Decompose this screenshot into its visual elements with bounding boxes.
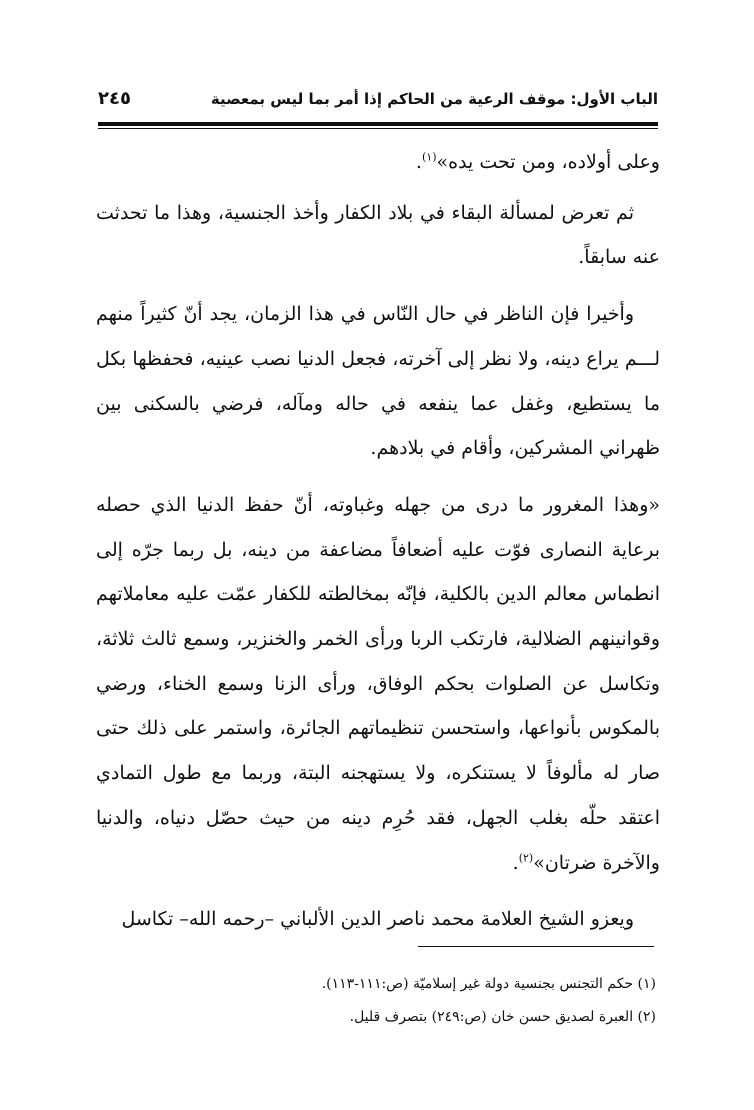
paragraph-text: ثم تعرض لمسألة البقاء في بلاد الكفار وأخذ الجنسية، وهذا ما تحدثت عنه سابقاً. (96, 201, 660, 269)
paragraph (96, 897, 660, 942)
paragraph (96, 292, 660, 471)
chapter-title: الباب الأول: موقف الرعية من الحاكم إذا أمر بما ليس بمعصية (210, 90, 658, 108)
paragraph-text: «وهذا المغرور ما درى من جهله وغباوته، أنّ حفظ الدنيا الذي حصله برعاية النصارى فوّت عليه أضعافاً مضاعفة من دينه، بل ربما جرّه إلى انطماس معالم الدين بالكلية، فإنّه بمخالطته للكفار عمّت عليه معاملاتهم وقوانينهم الضلالية، فارتكب الربا ورأى الخمر والخنزير، وسمع ثالث ثلاثة، وتكاسل عن الصلوات بحكم الوفاق، ورأى الزنا وسمع الخناء، ورضي بالمكوس بأنواعها، واستحسن تنظيماتهم الجائرة، واستمر على ذلك حتى صار له مألوفاً لا يستنكره، ولا يستهجنه البتة، وربما مع طول التمادي اعتقد حلّه بغلب الجهل، فقد حُرِم دينه من حيث حصّل دنياه، والدنيا والآخرة ضرتان» (96, 493, 660, 874)
paragraph-tail: . (415, 151, 422, 173)
paragraph-tail: . (512, 851, 519, 874)
paragraph-text: ويعزو الشيخ العلامة محمد ناصر الدين الألباني –رحمه الله– تكاسل (121, 908, 634, 931)
footnote: (١) حكم التجنس بجنسية دولة غير إسلاميّة (ص:١١١-١١٣). (321, 976, 656, 992)
header-rule-thin (98, 128, 658, 129)
footnote-ref: (١) (421, 150, 437, 164)
paragraph-text: وعلى أولاده، ومن تحت يده» (436, 151, 660, 173)
page-number: ٢٤٥ (98, 88, 131, 109)
footnotes (96, 968, 656, 1034)
header-rule (98, 122, 658, 126)
paragraph-quote (96, 483, 660, 885)
paragraph (96, 191, 660, 280)
body-text (96, 140, 660, 942)
paragraph-text: وأخيرا فإن الناظر في حال النّاس في هذا الزمان، يجد أنّ كثيراً منهم لـــم يراع دينه، ولا نظر إلى آخرته، فجعل الدنيا نصب عينيه، فحفظها بكل ما يستطيع، وغفل عما ينفعه في حاله ومآله، فرضي بالسكنى بين ظهراني المشركين، وأقام في بلادهم. (96, 303, 660, 460)
footnote-ref: (٢) (518, 851, 534, 865)
footnote: (٢) العبرة لصديق حسن خان (ص:٢٤٩) بتصرف قليل. (349, 1009, 656, 1025)
paragraph (96, 140, 660, 185)
footnote-rule (418, 946, 654, 947)
running-header (98, 82, 658, 122)
